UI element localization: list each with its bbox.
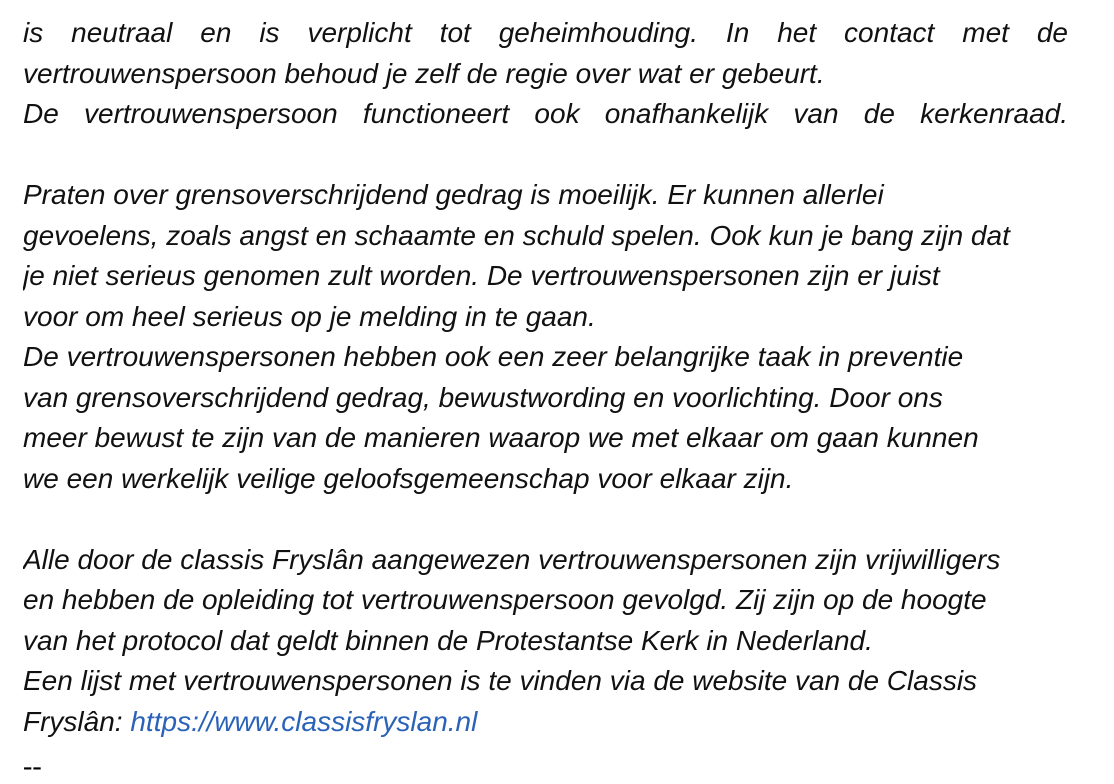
- paragraph-2-line-2: gevoelens, zoals angst en schaamte en schuld spelen. Ook kun je bang zijn dat: [23, 219, 1010, 251]
- paragraph-2-line-8: we een werkelijk veilige geloofsgemeenschap voor elkaar zijn.: [23, 462, 794, 494]
- paragraph-1-line-3: De vertrouwenspersoon functioneert ook onafhankelijk van de kerkenraad.: [23, 98, 1068, 129]
- paragraph-2-line-3: je niet serieus genomen zult worden. De vertrouwenspersonen zijn er juist: [23, 260, 940, 291]
- blank-line: [23, 499, 1074, 540]
- paragraph-3-line-4: Een lijst met vertrouwenspersonen is te vinden via de website van de Classis: [23, 665, 978, 696]
- paragraph-3-line-1: Alle door de classis Fryslân aangewezen vertrouwenspersonen zijn vrijwilligers: [23, 543, 1001, 575]
- paragraph-3-line-3: van het protocol dat geldt binnen de Protestantse Kerk in Nederland.: [23, 624, 873, 656]
- website-label: Fryslân:: [23, 705, 131, 737]
- paragraph-2-line-7: meer bewust te zijn van de manieren waarop we met elkaar om gaan kunnen: [23, 422, 979, 453]
- paragraph-2-line-6: van grensoverschrijdend gedrag, bewustwording en voorlichting. Door ons: [23, 381, 943, 413]
- classis-website-link[interactable]: https://www.classisfryslan.nl: [130, 705, 478, 737]
- paragraph-1-line-2: vertrouwenspersoon behoud je zelf de regie over wat er gebeurt.: [23, 57, 825, 89]
- signature-separator: --: [23, 751, 42, 782]
- paragraph-2-line-4: voor om heel serieus op je melding in te gaan.: [23, 300, 596, 332]
- paragraph-2-line-5: De vertrouwenspersonen hebben ook een zeer belangrijke taak in preventie: [23, 341, 964, 372]
- paragraph-1-line-1: is neutraal en is verplicht tot geheimhouding. In het contact met de: [23, 17, 1068, 48]
- paragraph-2-line-1: Praten over grensoverschrijdend gedrag is moeilijk. Er kunnen allerlei: [23, 179, 884, 210]
- blank-line: [23, 135, 1074, 176]
- paragraph-3-line-5: [23, 702, 1074, 743]
- paragraph-3-line-2: en hebben de opleiding tot vertrouwenspersoon gevolgd. Zij zijn op de hoogte: [23, 584, 987, 615]
